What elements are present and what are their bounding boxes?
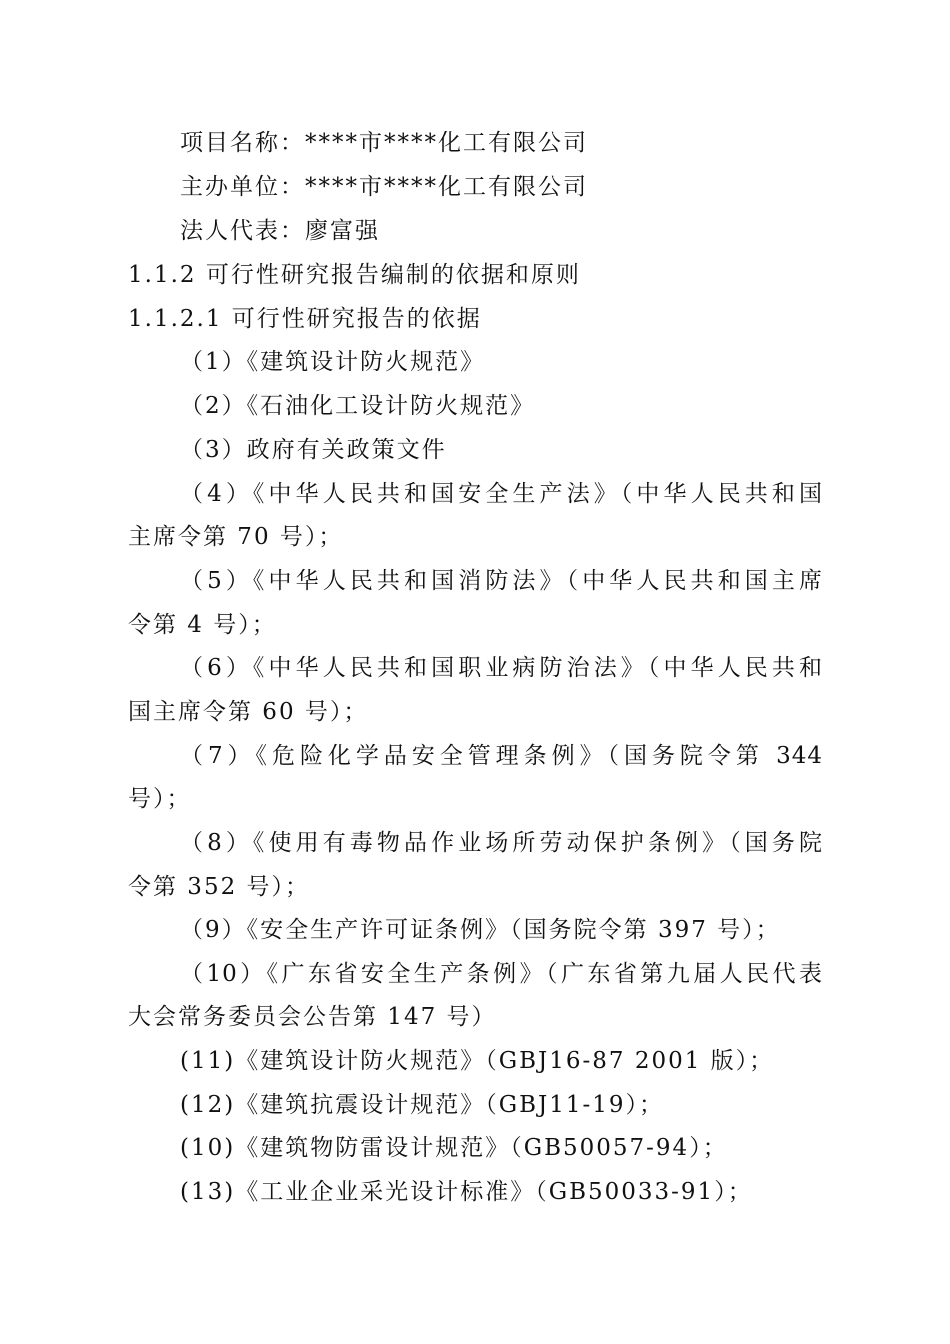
basis-item: （10）《广东省安全生产条例》（广东省第九届人民代表: [180, 961, 823, 987]
basis-item: （1）《建筑设计防火规范》: [180, 349, 486, 375]
basis-item: (13)《工业企业采光设计标准》（GB50033-91）；: [180, 1179, 753, 1205]
basis-item: (11)《建筑设计防火规范》（GBJ16-87 2001 版）；: [180, 1048, 775, 1074]
basis-item: （5）《中华人民共和国消防法》（中华人民共和国主席: [180, 568, 823, 594]
section-heading-1-1-2: 1.1.2 可行性研究报告编制的依据和原则: [128, 262, 581, 288]
basis-item: （8）《使用有毒物品作业场所劳动保护条例》（国务院: [180, 830, 823, 856]
basis-item-continued: 主席令第 70 号）；: [128, 524, 344, 550]
basis-item: （6）《中华人民共和国职业病防治法》（中华人民共和: [180, 655, 823, 681]
basis-item-continued: 令第 352 号）；: [128, 874, 311, 900]
basis-item: （4）《中华人民共和国安全生产法》（中华人民共和国: [180, 481, 823, 507]
sponsor-unit-line: 主办单位：****市****化工有限公司: [180, 174, 588, 200]
basis-item: （2）《石油化工设计防火规范》: [180, 393, 536, 419]
basis-item: （7）《危险化学品安全管理条例》（国务院令第 344: [180, 743, 823, 769]
basis-item: （9）《安全生产许可证条例》（国务院令第 397 号）；: [180, 917, 781, 943]
basis-item-continued: 号）；: [128, 786, 192, 812]
basis-item: (12)《建筑抗震设计规范》（GBJ11-19）；: [180, 1092, 665, 1118]
basis-item: （3）政府有关政策文件: [180, 437, 447, 463]
basis-item-continued: 令第 4 号）；: [128, 612, 277, 638]
basis-item-continued: 大会常务委员会公告第 147 号）: [128, 1004, 497, 1030]
basis-item-continued: 国主席令第 60 号）；: [128, 699, 369, 725]
legal-representative-line: 法人代表：廖富强: [180, 218, 380, 244]
basis-item: (10)《建筑物防雷设计规范》（GB50057-94）；: [180, 1135, 728, 1161]
section-heading-1-1-2-1: 1.1.2.1 可行性研究报告的依据: [128, 306, 482, 332]
project-name-line: 项目名称：****市****化工有限公司: [180, 130, 588, 156]
